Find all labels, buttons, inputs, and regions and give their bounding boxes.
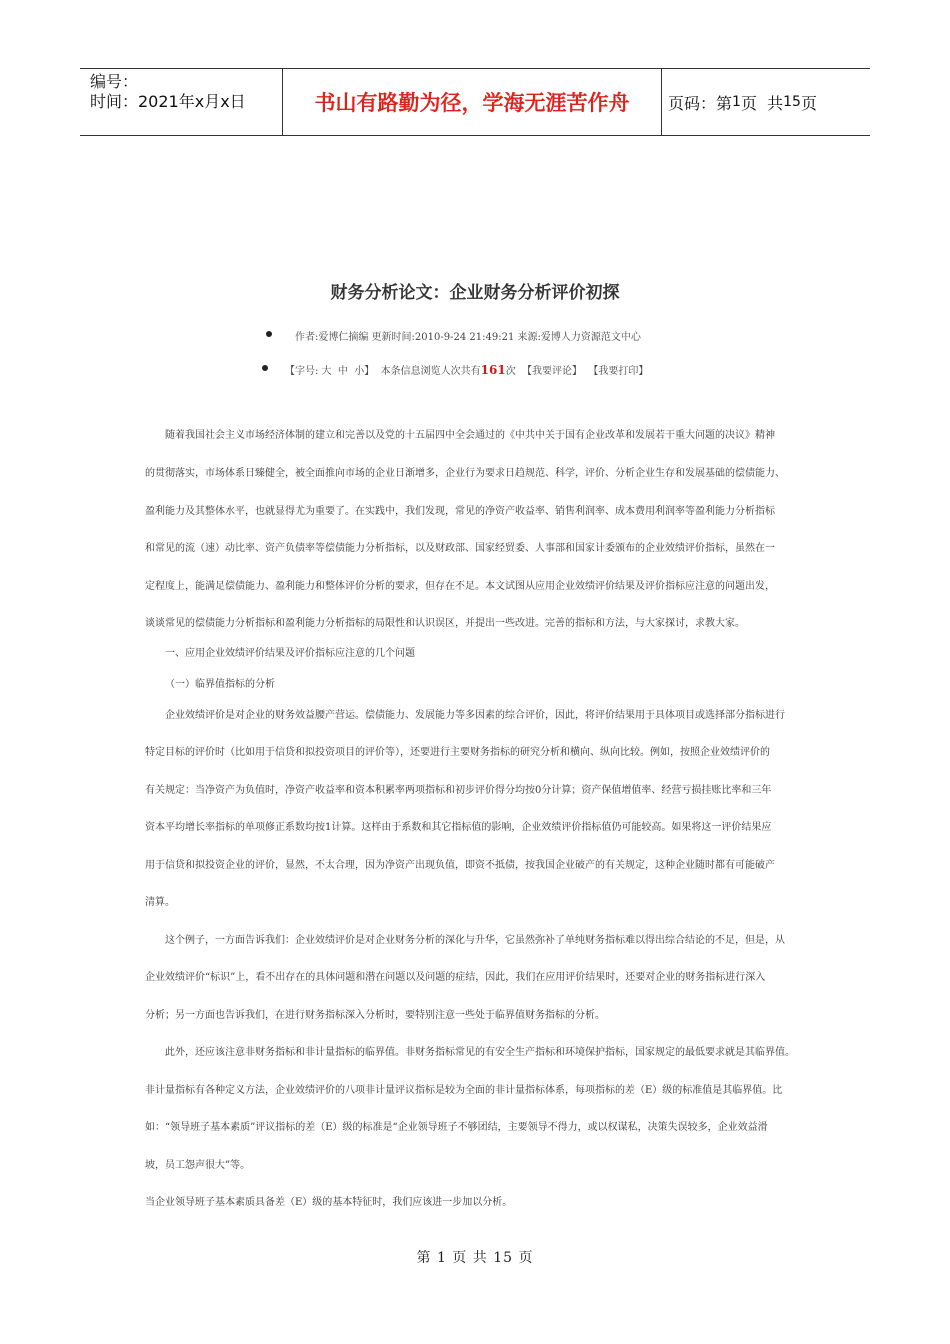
page-footer: 第 1 页 共 15 页 <box>416 1250 534 1266</box>
body-line: 定程度上，能满足偿债能力、盈利能力和整体评价分析的要求，但存在不足。本文试图从应用企业效绩评价结果及评价指标应注意的问题出发， <box>145 581 775 592</box>
body-line: 谈谈常见的偿债能力分析指标和盈利能力分析指标的局限性和认识误区，并提出一些改进。完善的指标和方法，与大家探讨，求教大家。 <box>145 618 745 629</box>
bullet-icon <box>266 331 272 337</box>
body-line: 分析；另一方面也告诉我们，在进行财务指标深入分析时，要特别注意一些处于临界值财务指标的分析。 <box>145 1010 605 1021</box>
body-line: 这个例子，一方面告诉我们：企业效绩评价是对企业财务分析的深化与升华，它虽然弥补了单纯财务指标难以得出综合结论的不足，但是，从 <box>165 935 785 946</box>
body-line: 随着我国社会主义市场经济体制的建立和完善以及党的十五届四中全会通过的《中共中关于国有企业改革和发展若干重大问题的决议》精神 <box>165 430 775 441</box>
body-line: 盈利能力及其整体水平，也就显得尤为重要了。在实践中，我们发现，常见的净资产收益率、销售利润率、成本费用利润率等盈利能力分析指标 <box>145 506 775 517</box>
tools-suffix[interactable]: 次 【我要评论】 【我要打印】 <box>505 366 649 377</box>
body-line: 有关规定：当净资产为负值时，净资产收益率和资本积累率两项指标和初步评价得分均按0分计算；资产保值增值率、经营亏损挂账比率和三年 <box>145 785 772 796</box>
body-line: 企业效绩评价“标识”上，看不出存在的具体问题和潜在问题以及问题的症结，因此，我们在应用评价结果时，还要对企业的财务指标进行深入 <box>145 972 766 983</box>
header-info-cell <box>80 69 282 135</box>
view-count: 161 <box>480 362 506 377</box>
page-current: 1 <box>732 94 741 110</box>
body-line: 的贯彻落实，市场体系日臻健全，被全面推向市场的企业日渐增多，企业行为要求日趋规范、科学，评价、分析企业生存和发展基础的偿债能力、 <box>145 468 785 479</box>
page-mid: 页 共 <box>740 93 784 113</box>
tools-prefix[interactable]: 【字号: 大 中 小】 本条信息浏览人次共有 <box>285 366 481 377</box>
article-meta: 作者:爱博仁摘编 更新时间:2010-9-24 21:49:21 来源:爱博人力资源范文中心 <box>295 332 641 343</box>
header-page-cell <box>662 69 870 135</box>
body-line: 坡，员工怨声很大”等。 <box>145 1160 251 1171</box>
page-total: 15 <box>783 94 801 110</box>
serial-label: 编号： <box>90 72 139 91</box>
bullet-icon <box>262 365 268 371</box>
body-line: 此外，还应该注意非财务指标和非计量指标的临界值。非财务指标常见的有安全生产指标和环境保护指标，国家规定的最低要求就是其临界值。 <box>165 1047 795 1058</box>
article-title: 财务分析论文：企业财务分析评价初探 <box>330 283 620 303</box>
body-line: 和常见的流（速）动比率、资产负债率等偿债能力分析指标，以及财政部、国家经贸委、人事部和国家计委颁布的企业效绩评价指标，虽然在一 <box>145 543 775 554</box>
body-line: 企业效绩评价是对企业的财务效益腰产营运。偿债能力、发展能力等多因素的综合评价，因此，将评价结果用于具体项目或选择部分指标进行 <box>165 710 785 721</box>
page-suffix: 页 <box>800 93 817 113</box>
body-line: 清算。 <box>145 897 175 908</box>
date-label: 时间：2021年x月x日 <box>90 92 246 111</box>
body-line: 用于信贷和拟投资企业的评价，显然，不太合理，因为净资产出现负值，即资不抵债，按我国企业破产的有关规定，这种企业随时都有可能破产 <box>145 860 775 871</box>
body-line: 如：“领导班子基本素质”评议指标的差（E）级的标准是“企业领导班子不够团结，主要领导不得力，或以权谋私，决策失误较多，企业效益滑 <box>145 1122 768 1133</box>
section-heading: 一、应用企业效绩评价结果及评价指标应注意的几个问题 <box>165 648 415 659</box>
subsection-heading: （一）临界值指标的分析 <box>165 679 275 690</box>
document-header <box>80 68 870 136</box>
body-line: 资本平均增长率指标的单项修正系数均按1计算。这样由于系数和其它指标值的影响，企业效绩评价指标值仍可能较高。如果将这一评价结果应 <box>145 822 772 833</box>
body-line: 特定目标的评价时（比如用于信贷和拟投资项目的评价等），还要进行主要财务指标的研究分析和横向、纵向比较。例如，按照企业效绩评价的 <box>145 747 770 758</box>
page-prefix: 页码：第 <box>668 93 733 113</box>
body-line: 非计量指标有各种定义方法，企业效绩评价的八项非计量评议指标是较为全面的非计量指标体系，每项指标的差（E）级的标准值是其临界值。比 <box>145 1085 783 1096</box>
body-line: 当企业领导班子基本素质具备差（E）级的基本特征时，我们应该进一步加以分析。 <box>145 1197 513 1208</box>
article-tools <box>285 362 648 377</box>
header-motto: 书山有路勤为径，学海无涯苦作舟 <box>282 69 662 135</box>
